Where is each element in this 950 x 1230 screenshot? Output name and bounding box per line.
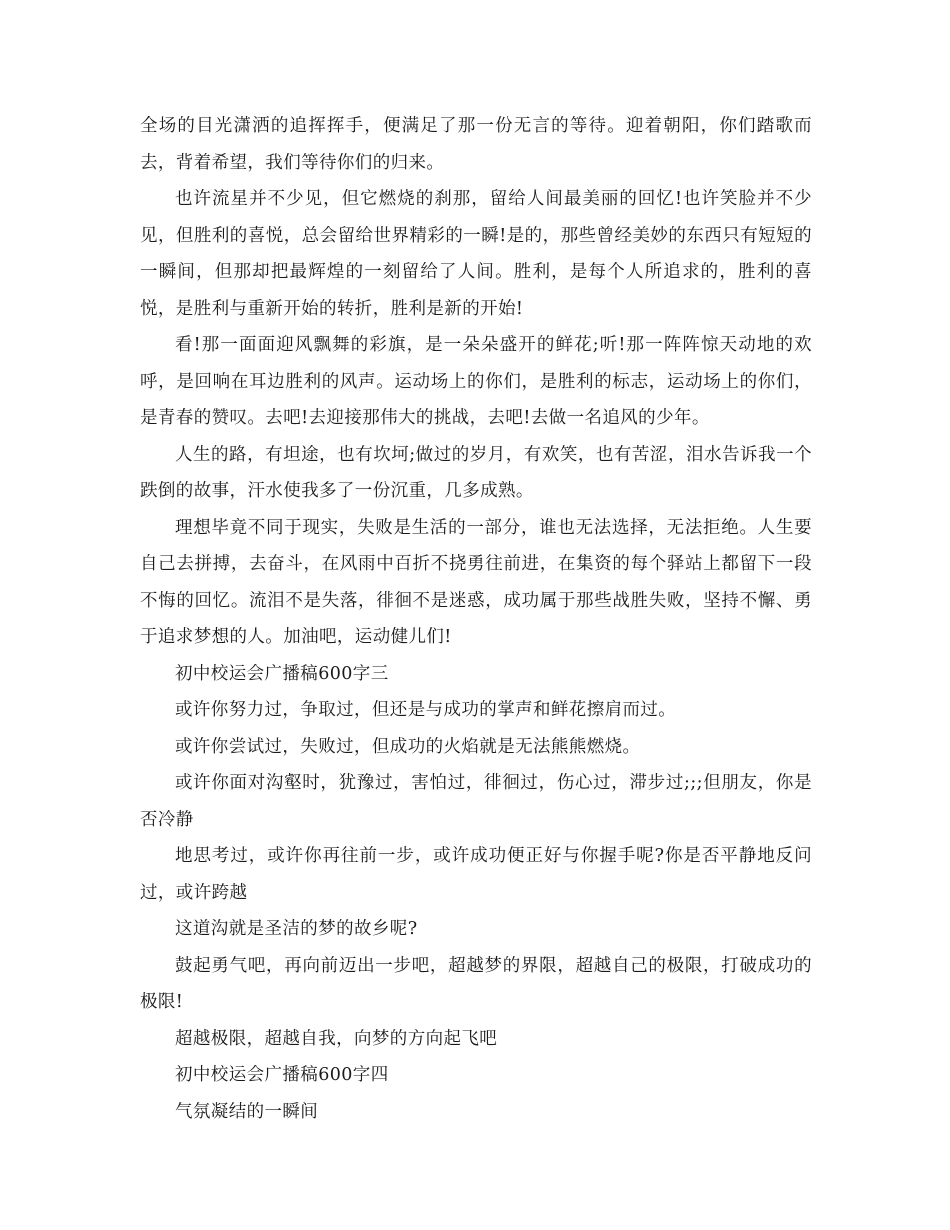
paragraph: 超越极限，超越自我，向梦的方向起飞吧 — [175, 1028, 498, 1049]
paragraph: 看!那一面面迎风飘舞的彩旗，是一朵朵盛开的鲜花;听!那一阵阵惊天动地的欢呼，是回响在耳边胜利的风声。运动场上的你们，是胜利的标志，运动场上的你们，是青春的赞叹。去吧!去迎接那伟大的挑战，去吧!去做一名追风的少年。 — [140, 335, 812, 428]
section-heading: 初中校运会广播稿600字四 — [175, 1065, 389, 1085]
paragraph: 地思考过，或许你再往前一步，或许成功便正好与你握手呢?你是否平静地反问过，或许跨越 — [140, 846, 812, 903]
document-body — [140, 108, 812, 1130]
paragraph: 全场的目光潇洒的追挥挥手，便满足了那一份无言的等待。迎着朝阳，你们踏歌而去，背着希望，我们等待你们的归来。 — [140, 116, 812, 173]
paragraph: 也许流星并不少见，但它燃烧的刹那，留给人间最美丽的回忆!也许笑脸并不少见，但胜利的喜悦，总会留给世界精彩的一瞬!是的，那些曾经美妙的东西只有短短的一瞬间，但那却把最辉煌的一刻留给了人间。胜利，是每个人所追求的，胜利的喜悦，是胜利与重新开始的转折，胜利是新的开始! — [140, 189, 812, 319]
paragraph: 这道沟就是圣洁的梦的故乡呢? — [175, 919, 418, 939]
paragraph: 或许你尝试过，失败过，但成功的火焰就是无法熊熊燃烧。 — [175, 736, 641, 757]
paragraph: 鼓起勇气吧，再向前迈出一步吧，超越梦的界限，超越自己的极限，打破成功的极限! — [140, 955, 812, 1012]
paragraph: 气氛凝结的一瞬间 — [175, 1101, 319, 1122]
paragraph: 或许你努力过，争取过，但还是与成功的掌声和鲜花擦肩而过。 — [175, 700, 677, 720]
section-heading: 初中校运会广播稿600字三 — [175, 663, 389, 684]
paragraph: 理想毕竟不同于现实，失败是生活的一部分，谁也无法选择，无法拒绝。人生要自己去拼搏，去奋斗，在风雨中百折不挠勇往前进，在集资的每个驿站上都留下一段不悔的回忆。流泪不是失落，徘徊不是迷惑，成功属于那些战胜失败，坚持不懈、勇于追求梦想的人。加油吧，运动健儿们! — [140, 517, 812, 647]
paragraph: 人生的路，有坦途，也有坎坷;做过的岁月，有欢笑，也有苦涩，泪水告诉我一个跌倒的故事，汗水使我多了一份沉重，几多成熟。 — [140, 444, 812, 501]
paragraph: 或许你面对沟壑时，犹豫过，害怕过，徘徊过，伤心过，滞步过;;;但朋友，你是否冷静 — [140, 773, 812, 830]
